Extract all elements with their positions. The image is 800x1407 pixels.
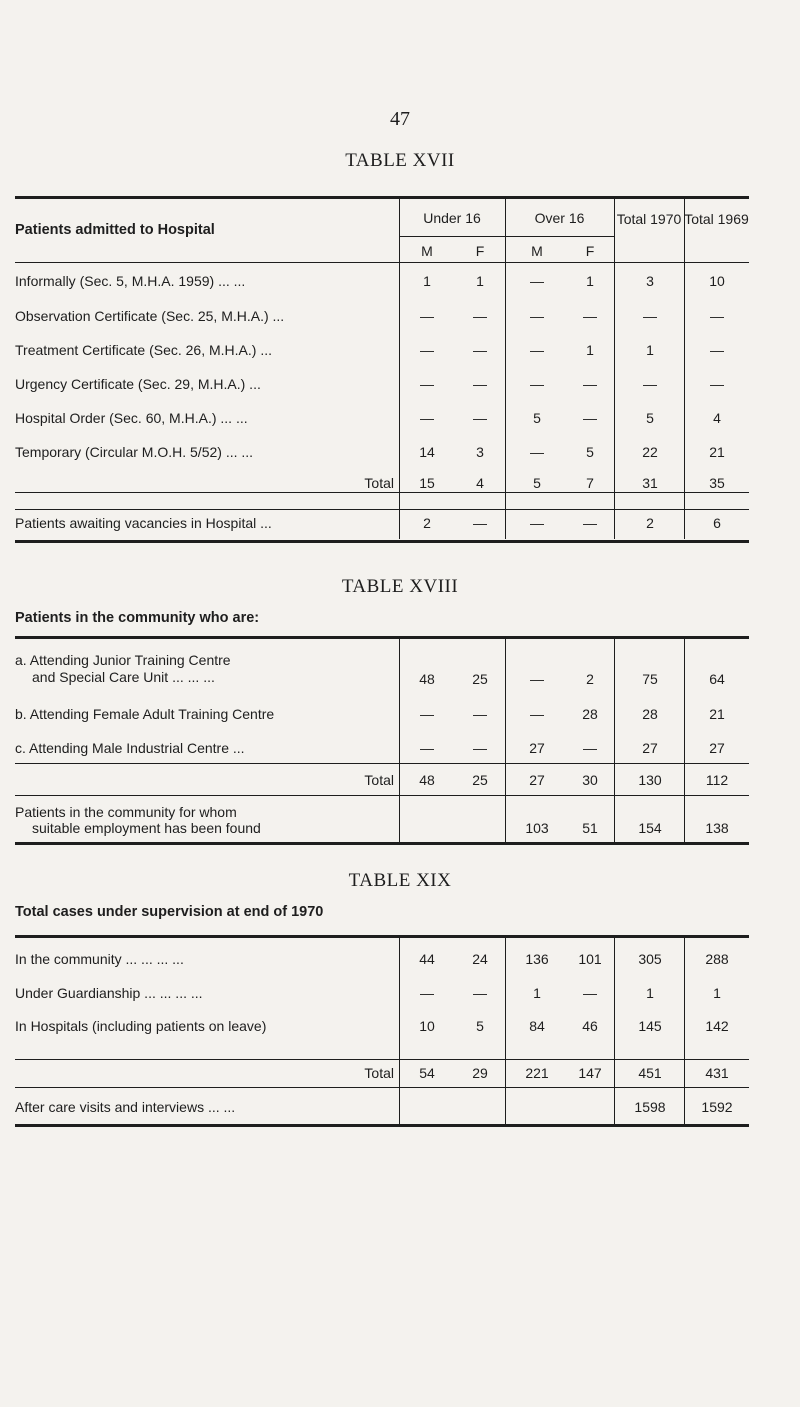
over16-header: Over 16 [534, 210, 585, 226]
table-17-bottom-rule [15, 540, 749, 543]
under16-f-header: F [475, 243, 485, 259]
table-17-top-rule [15, 196, 749, 199]
over16-f-header: F [585, 243, 595, 259]
table-17-title: TABLE XVII [345, 150, 455, 171]
table-19-top-rule [15, 935, 749, 938]
under16-m-header: M [421, 243, 433, 259]
table-19-bottom-rule [15, 1124, 749, 1127]
row-label-header: Patients admitted to Hospital [15, 222, 215, 238]
total-1969-header: Total 1969 [684, 211, 749, 227]
over16-m-header: M [531, 243, 543, 259]
total-1970-header: Total 1970 [616, 211, 682, 227]
table-18-subtitle: Patients in the community who are: [15, 610, 260, 626]
page-number: 47 [390, 108, 410, 130]
table-18-top-rule [15, 636, 749, 639]
table-19-title: TABLE XIX [348, 870, 452, 891]
table-18-title: TABLE XVIII [341, 576, 459, 597]
table-19-subtitle: Total cases under supervision at end of 1970 [15, 904, 324, 920]
table-18-bottom-rule [15, 842, 749, 845]
under16-header: Under 16 [423, 210, 481, 226]
